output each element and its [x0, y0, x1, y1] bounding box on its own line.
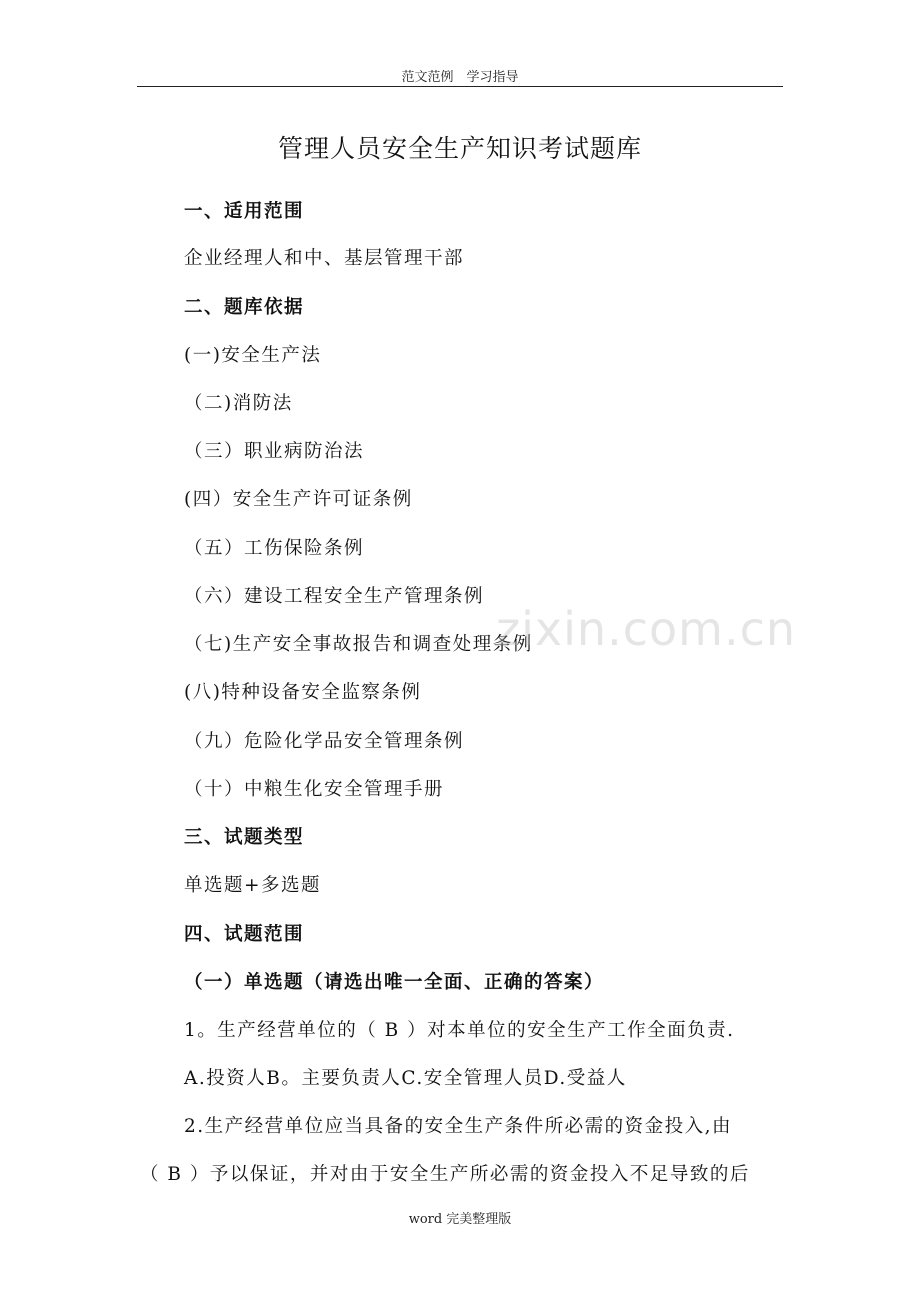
header-divider [137, 86, 783, 87]
page-footer: word 完美整理版 [408, 1212, 512, 1227]
basis-item: （五）工伤保险条例 [184, 538, 365, 559]
document-title: 管理人员安全生产知识考试题库 [277, 134, 642, 163]
question-2-line-2: （ B ）予以保证，并对由于安全生产所必需的资金投入不足导致的后 [140, 1164, 750, 1185]
question-1-options: A.投资人B。主要负责人C.安全管理人员D.受益人 [184, 1068, 627, 1089]
section-body-type: 单选题+多选题 [184, 875, 322, 896]
basis-item: （七)生产安全事故报告和调查处理条例 [184, 634, 533, 655]
question-2-line-1: 2.生产经营单位应当具备的安全生产条件所必需的资金投入,由 [184, 1116, 733, 1137]
basis-item: (四）安全生产许可证条例 [184, 489, 413, 510]
watermark: zixin.com.cn [496, 602, 797, 656]
basis-item: （九）危险化学品安全管理条例 [184, 731, 465, 752]
section-heading-scope: 一、适用范围 [184, 201, 305, 222]
basis-item: （六）建设工程安全生产管理条例 [184, 586, 485, 607]
basis-item: （二)消防法 [184, 393, 293, 414]
section-heading-range: 四、试题范围 [184, 924, 305, 945]
page-header: 范文范例 学习指导 [401, 70, 519, 85]
basis-item: (八)特种设备安全监察条例 [184, 682, 422, 703]
section-heading-type: 三、试题类型 [184, 827, 305, 848]
question-1-stem: 1。生产经营单位的（ B ）对本单位的安全生产工作全面负责. [184, 1020, 735, 1041]
basis-item: （十）中粮生化安全管理手册 [184, 779, 445, 800]
section-body-scope: 企业经理人和中、基层管理干部 [184, 248, 465, 269]
basis-item: （三）职业病防治法 [184, 441, 365, 462]
section-heading-basis: 二、题库依据 [184, 297, 305, 318]
subsection-heading-single-choice: （一）单选题（请选出唯一全面、正确的答案） [184, 972, 605, 993]
basis-item: (一)安全生产法 [184, 345, 322, 366]
